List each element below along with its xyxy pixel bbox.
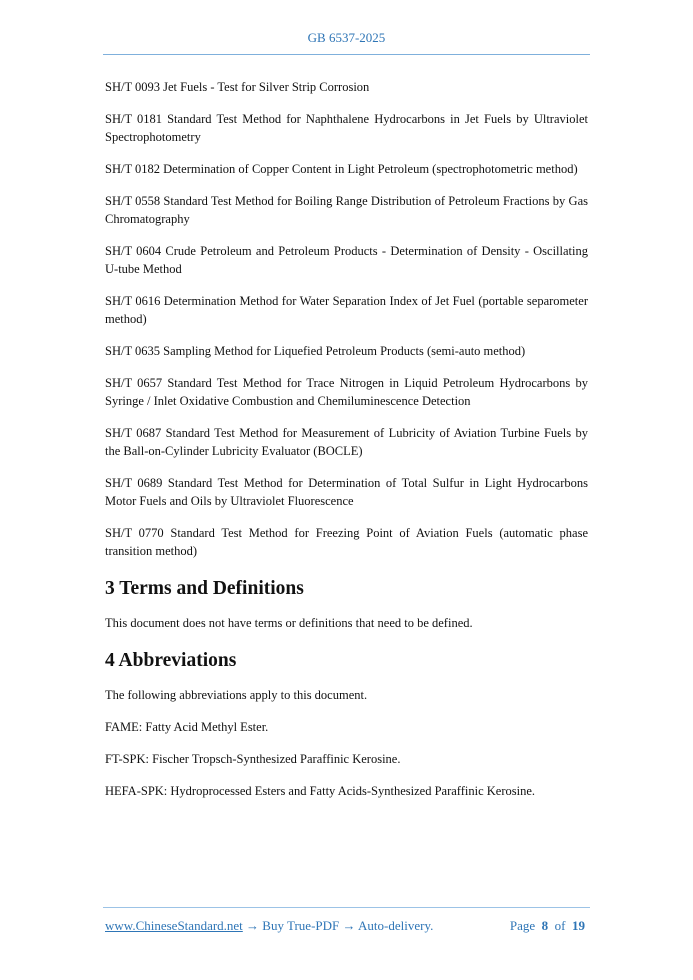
reference-item: SH/T 0093 Jet Fuels - Test for Silver Strip Corrosion [105, 80, 370, 94]
section-text: The following abbreviations apply to this document. [105, 688, 368, 702]
abbreviation-item: FAME: Fatty Acid Methyl Ester. [105, 720, 269, 734]
page-number: Page 8 of 19 [509, 918, 585, 933]
page-body [105, 78, 588, 814]
section-heading-abbreviations: 4 Abbreviations [105, 650, 237, 671]
section-text: This document does not have terms or definitions that need to be defined. [105, 616, 473, 630]
page-footer [105, 918, 585, 934]
running-header: GB 6537-2025 [307, 30, 386, 45]
reference-item: SH/T 0770 Standard Test Method for Freezing Point of Aviation Fuels (automatic phase transition method) [105, 526, 588, 558]
abbreviation-item: HEFA-SPK: Hydroprocessed Esters and Fatty Acids-Synthesized Paraffinic Kerosine. [105, 784, 536, 798]
footer-promo [105, 918, 433, 934]
reference-item: SH/T 0616 Determination Method for Water Separation Index of Jet Fuel (portable separometer method) [105, 294, 588, 326]
section-heading-terms: 3 Terms and Definitions [105, 578, 304, 599]
reference-item: SH/T 0689 Standard Test Method for Determination of Total Sulfur in Light Hydrocarbons Motor Fuels and Oils by Ultraviolet Fluorescence [105, 476, 588, 508]
reference-item: SH/T 0687 Standard Test Method for Measurement of Lubricity of Aviation Turbine Fuels by the Ball-on-Cylinder Lubricity Evaluator (BOCLE) [105, 426, 588, 458]
reference-item: SH/T 0635 Sampling Method for Liquefied Petroleum Products (semi-auto method) [105, 344, 526, 358]
header-divider [103, 54, 590, 55]
total-pages: 19 [572, 918, 585, 933]
abbreviation-item: FT-SPK: Fischer Tropsch-Synthesized Paraffinic Kerosine. [105, 752, 401, 766]
current-page: 8 [541, 918, 549, 933]
reference-item: SH/T 0181 Standard Test Method for Naphthalene Hydrocarbons in Jet Fuels by Ultraviolet Spectrophotometry [105, 112, 588, 144]
reference-item: SH/T 0657 Standard Test Method for Trace Nitrogen in Liquid Petroleum Hydrocarbons by Syringe / Inlet Oxidative Combustion and Chemiluminescence Detection [105, 376, 588, 408]
reference-item: SH/T 0604 Crude Petroleum and Petroleum Products - Determination of Density - Oscillating U-tube Method [105, 244, 588, 276]
reference-item: SH/T 0558 Standard Test Method for Boiling Range Distribution of Petroleum Fractions by Gas Chromatography [105, 194, 588, 226]
promo-text: → Buy True-PDF → Auto-delivery. [242, 918, 434, 933]
reference-item: SH/T 0182 Determination of Copper Content in Light Petroleum (spectrophotometric method) [105, 162, 578, 176]
footer-divider [103, 907, 590, 908]
website-link[interactable]: www.ChineseStandard.net [105, 918, 243, 933]
